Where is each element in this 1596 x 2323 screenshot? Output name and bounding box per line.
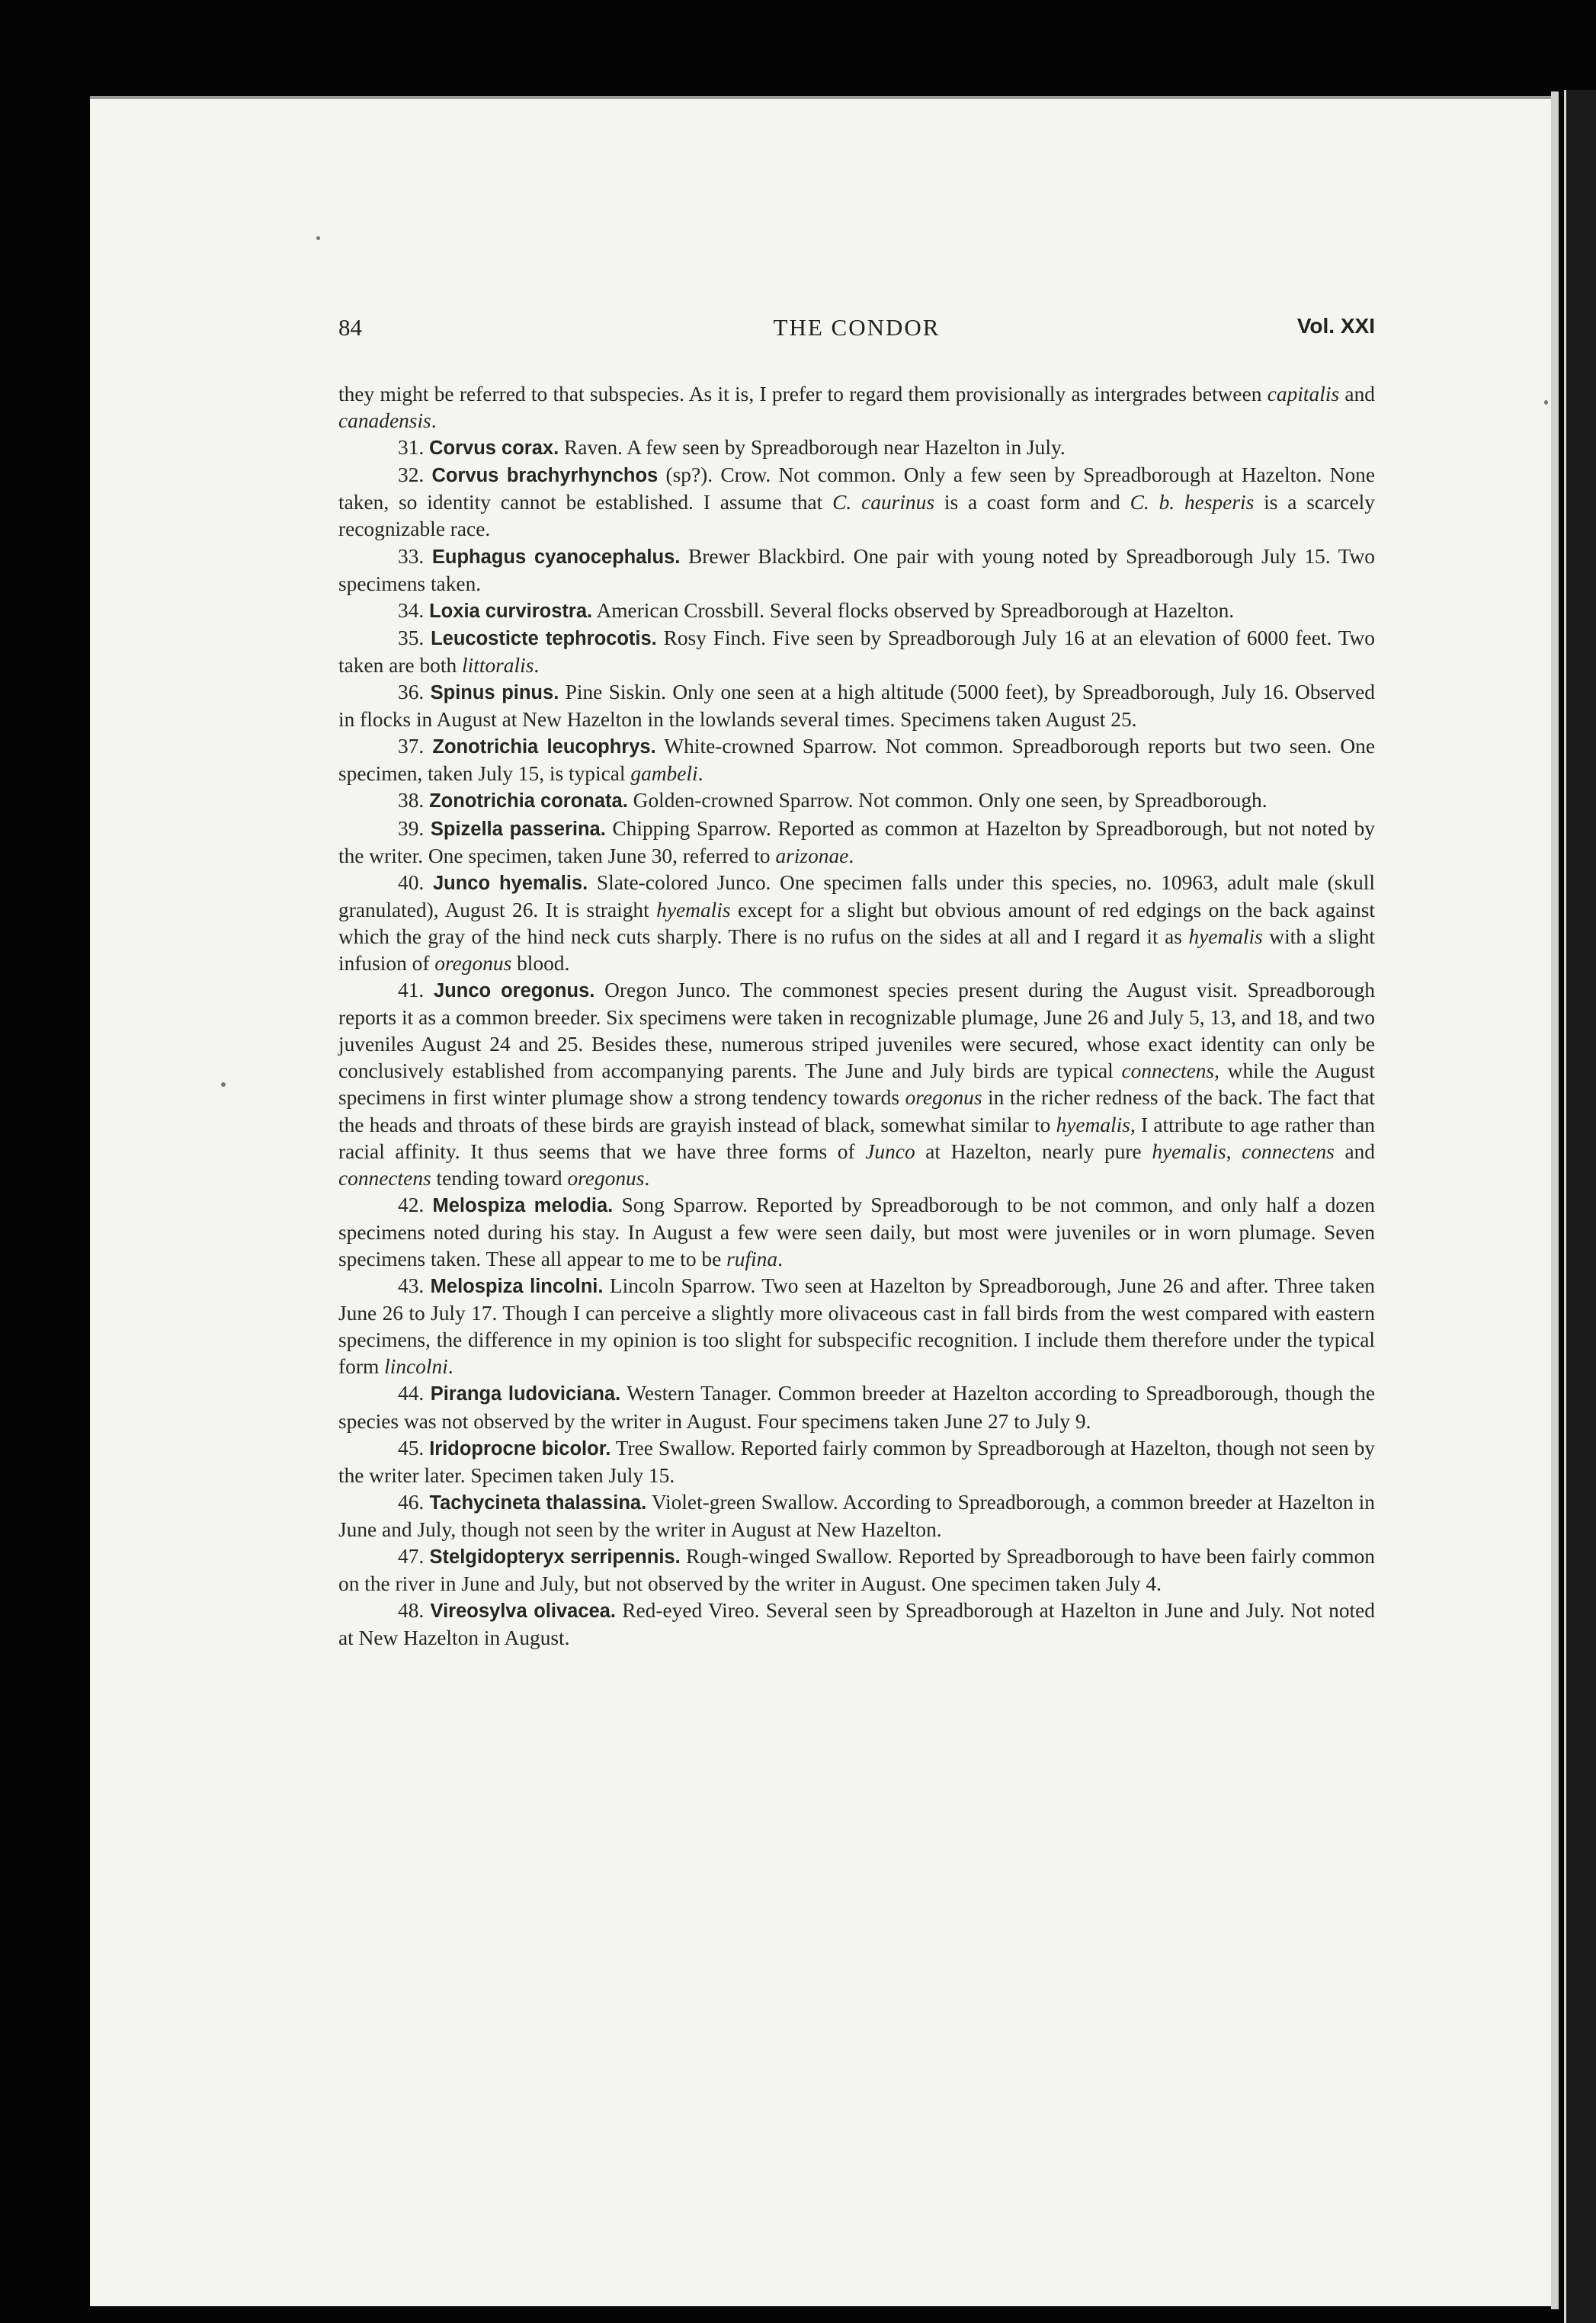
scan-speck	[1544, 400, 1548, 405]
species-name: Piranga ludoviciana.	[430, 1383, 621, 1405]
species-entry: 46. Tachycineta thalassina. Violet-green Swallow. According to Spreadborough, a common breeder at Hazelton in June and July, though not seen by the writer in August at New Hazelton.	[338, 1490, 1375, 1541]
entry-number: 42.	[398, 1193, 425, 1216]
entry-number: 38.	[398, 789, 425, 812]
species-name: Melospiza melodia.	[432, 1194, 614, 1216]
species-entry: 47. Stelgidopteryx serripennis. Rough-winged Swallow. Reported by Spreadborough to have been fairly common on the river in June and July, but not observed by the writer in August. One specimen taken July 4.	[338, 1545, 1375, 1596]
entry-number: 40.	[398, 870, 425, 894]
species-entry: 35. Leucosticte tephrocotis. Rosy Finch. Five seen by Spreadborough July 16 at an elevation of 6000 feet. Two taken are both littoralis.	[338, 626, 1375, 677]
species-name: Junco hyemalis.	[432, 872, 588, 894]
species-name: Stelgidopteryx serripennis.	[429, 1546, 681, 1568]
journal-title: THE CONDOR	[773, 314, 941, 341]
species-entry: 36. Spinus pinus. Pine Siskin. Only one seen at a high altitude (5000 feet), by Spreadborough, July 16. Observed in flocks in August at New Hazelton in the lowlands several times. Specimens taken August 25.	[338, 681, 1375, 732]
species-entry: 45. Iridoprocne bicolor. Tree Swallow. Reported fairly common by Spreadborough at Hazelton, though not seen by the writer later. Specimen taken July 15.	[338, 1436, 1375, 1487]
species-name: Zonotrichia coronata.	[429, 790, 628, 812]
entry-number: 48.	[398, 1599, 425, 1623]
volume-label: Vol. XXI	[1296, 314, 1375, 338]
species-entry: 33. Euphagus cyanocephalus. Brewer Blackbird. One pair with young noted by Spreadborough July 15. Two specimens taken.	[338, 544, 1376, 595]
species-name: Spizella passerina.	[430, 818, 606, 840]
entry-number: 36.	[398, 681, 425, 704]
adjacent-page-edge	[1564, 90, 1596, 2323]
entry-number: 35.	[398, 626, 425, 649]
species-entry: 32. Corvus brachyrhynchos (sp?). Crow. Not common. Only a few seen by Spreadborough at Hazelton. None taken, so identity cannot be established. I assume that C. caurinus is a coast form and C. b. hesperis is a scarcely recognizable race.	[338, 463, 1375, 541]
page-edge	[1551, 91, 1559, 2309]
species-name: Zonotrichia leucophrys.	[432, 736, 656, 758]
species-name: Loxia curvirostra.	[429, 600, 593, 622]
species-entry: 44. Piranga ludoviciana. Western Tanager. Common breeder at Hazelton according to Spreadborough, though the species was not observed by the writer in August. Four specimens taken June 27 to July 9.	[338, 1382, 1375, 1433]
scan-speck	[316, 236, 320, 240]
species-name: Spinus pinus.	[430, 682, 559, 704]
species-name: Iridoprocne bicolor.	[429, 1437, 611, 1459]
species-name: Melospiza lincolni.	[430, 1276, 604, 1298]
entry-number: 31.	[398, 436, 425, 460]
species-entry: 41. Junco oregonus. Oregon Junco. The commonest species present during the August visit. Spreadborough reports it as a common breeder. Six specimens were taken in recognizable plumage, June 26 and July 5, 13, and 18, and two juveniles August 24 and 25. Besides these, numerous striped juveniles were secured, whose exact identity can only be conclusively established from accompanying parents. The June and July birds are typical connectens, while the August specimens in first winter plumage show a strong tendency towards oregonus in the richer redness of the back. The fact that the heads and throats of these birds are grayish instead of black, somewhat similar to hyemalis, I attribute to age rather than racial affinity. It thus seems that we have three forms of Junco at Hazelton, nearly pure hyemalis, connectens and connectens tending toward oregonus.	[338, 979, 1376, 1190]
species-name: Junco oregonus.	[434, 980, 595, 1002]
entry-number: 41.	[398, 979, 425, 1002]
species-name: Corvus corax.	[429, 437, 559, 460]
intro-paragraph: they might be referred to that subspecies. As it is, I prefer to regard them provisionally as intergrades between capitalis and canadensis.	[338, 383, 1375, 433]
species-name: Vireosylva olivacea.	[430, 1600, 616, 1623]
entry-number: 43.	[398, 1274, 425, 1298]
species-entry: 42. Melospiza melodia. Song Sparrow. Reported by Spreadborough to be not common, and only half a dozen specimens noted during his stay. In August a few were seen daily, but most were juveniles or in worn plumage. Seven specimens taken. These all appear to me to be rufina.	[338, 1193, 1376, 1270]
running-header	[338, 314, 1375, 352]
scan-speck	[221, 1082, 226, 1087]
species-name: Leucosticte tephrocotis.	[431, 627, 657, 649]
species-entry: 34. Loxia curvirostra. American Crossbill. Several flocks observed by Spreadborough at Hazelton.	[398, 598, 1235, 622]
species-entry: 37. Zonotrichia leucophrys. White-crowned Sparrow. Not common. Spreadborough reports but two seen. One specimen, taken July 15, is typical gambeli.	[338, 735, 1375, 786]
page-number: 84	[338, 314, 362, 341]
species-entry: 48. Vireosylva olivacea. Red-eyed Vireo. Several seen by Spreadborough at Hazelton in June and July. Not noted at New Hazelton in August.	[338, 1599, 1375, 1650]
entry-number: 44.	[398, 1382, 425, 1405]
species-entry: 39. Spizella passerina. Chipping Sparrow. Reported as common at Hazelton by Spreadborough, but not noted by the writer. One specimen, taken June 30, referred to arizonae.	[338, 816, 1375, 867]
entry-number: 39.	[398, 816, 425, 840]
species-entry: 43. Melospiza lincolni. Lincoln Sparrow. Two seen at Hazelton by Spreadborough, June 26 and after. Three taken June 26 to July 17. Though I can perceive a slightly more olivaceous cast in fall birds from the west compared with eastern specimens, the difference in my opinion is too slight for subspecific recognition. I include them therefore under the typical form lincolni.	[338, 1274, 1375, 1379]
entry-number: 33.	[398, 544, 425, 568]
species-entry: 31. Corvus corax. Raven. A few seen by Spreadborough near Hazelton in July.	[398, 436, 1066, 460]
species-name: Tachycineta thalassina.	[429, 1492, 647, 1514]
entry-number: 45.	[398, 1436, 425, 1459]
article-body	[338, 381, 1375, 1652]
species-name: Corvus brachyrhynchos	[431, 465, 659, 487]
species-entry: 38. Zonotrichia coronata. Golden-crowned Sparrow. Not common. Only one seen, by Spreadborough.	[398, 789, 1268, 812]
entry-number: 34.	[398, 598, 425, 622]
entry-number: 47.	[398, 1545, 425, 1568]
species-name: Euphagus cyanocephalus.	[431, 546, 681, 568]
entry-number: 37.	[398, 735, 425, 758]
entry-number: 46.	[398, 1490, 425, 1514]
species-entry: 40. Junco hyemalis. Slate-colored Junco. One specimen falls under this species, no. 10963, adult male (skull granulated), August 26. It is straight hyemalis except for a slight but obvious amount of red edgings on the back against which the gray of the hind neck cuts sharply. There is no rufus on the sides at all and I regard it as hyemalis with a slight infusion of oregonus blood.	[338, 870, 1375, 975]
entry-number: 32.	[398, 463, 425, 487]
